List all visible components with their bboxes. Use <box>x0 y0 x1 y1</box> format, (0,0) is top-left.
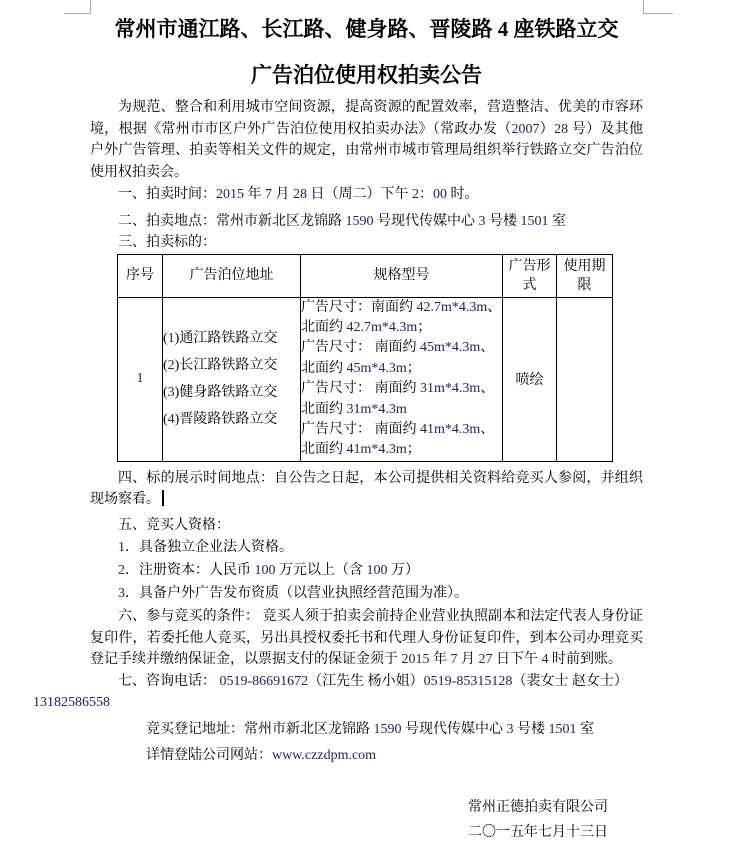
cell-period <box>557 297 613 461</box>
signature-block <box>468 795 643 845</box>
cell-form: 喷绘 <box>503 297 557 461</box>
col-header-serial: 序号 <box>118 254 163 297</box>
spec-line: 广告尺寸： 南面约 41m*4.3m、 <box>301 421 495 437</box>
text-cursor <box>162 490 164 506</box>
auction-subject-heading: 三、拍卖标的： <box>118 235 216 250</box>
margin-crop-mark-top-left-icon <box>64 0 91 14</box>
subjects-table <box>117 254 613 462</box>
qualification-item: 3．具备户外广告发布资质（以营业执照经营范围为准）。 <box>118 586 468 602</box>
website-line: 详情登陆公司网站：www.czzdpm.com <box>146 748 377 764</box>
col-header-form: 广告形式 <box>503 254 557 297</box>
display-info-paragraph <box>90 468 643 511</box>
display-info-text: 四、标的展示时间地点：自公告之日起，本公司提供相关资料给竞买人参阅，并组织现场察看。 <box>90 470 643 508</box>
cell-serial: 1 <box>118 297 163 461</box>
address-line: (3)健身路铁路立交 <box>163 385 278 401</box>
registration-address-line: 竞买登记地址：常州市新北区龙锦路 1590 号现代传媒中心 3 号楼 1501 室 <box>146 721 594 737</box>
signature-company: 常州正德拍卖有限公司 <box>468 799 608 815</box>
col-header-spec: 规格型号 <box>301 254 503 297</box>
auction-venue-line: 二、拍卖地点：常州市新北区龙锦路 1590 号现代传媒中心 3 号楼 1501 室 <box>118 213 566 229</box>
table-header-row <box>118 254 613 297</box>
spec-line: 广告尺寸： 南面约 31m*4.3m、 <box>301 381 495 397</box>
spec-line: 广告尺寸：南面约 42.7m*4.3m、 <box>301 299 502 315</box>
cell-addresses <box>163 297 301 461</box>
spec-line: 北面约 41m*4.3m； <box>301 442 421 458</box>
margin-crop-mark-top-right-icon <box>643 0 673 14</box>
col-header-period: 使用期限 <box>557 254 613 297</box>
qualification-item: 1．具备独立企业法人资格。 <box>118 540 293 556</box>
auction-time-line: 一、拍卖时间：2015 年 7 月 28 日（周二）下午 2：00 时。 <box>118 187 479 202</box>
address-line: (2)长江路铁路立交 <box>163 358 278 374</box>
document-content <box>33 0 644 845</box>
col-header-address: 广告泊位地址 <box>163 254 301 297</box>
doc-title-line2: 广告泊位使用权拍卖公告 <box>251 63 482 87</box>
address-line: (4)晋陵路铁路立交 <box>163 412 278 428</box>
address-line: (1)通江路铁路立交 <box>163 331 278 347</box>
table-row <box>118 297 613 461</box>
spec-line: 北面约 45m*4.3m； <box>301 360 421 376</box>
signature-date: 二〇一五年七月十三日 <box>468 824 608 840</box>
spec-line: 北面约 31m*4.3m <box>301 401 407 417</box>
intro-paragraph: 为规范、整合和利用城市空间资源，提高资源的配置效率，营造整洁、优美的市容环境，根据《常州市市区户外广告泊位使用权拍卖办法》（常政办发（2007）28 号）及其他户外广告管理、拍卖等相关文件的规定，由常州市城市管理局组织举行铁路立交广告泊位使用权拍卖会。 <box>90 100 644 180</box>
contact-phone-extra: 13182586558 <box>33 695 110 711</box>
doc-title-line1: 常州市通江路、长江路、健身路、晋陵路 4 座铁路立交 <box>114 17 619 41</box>
bidder-qualification-heading: 五、竞买人资格： <box>118 517 230 533</box>
spec-line: 广告尺寸： 南面约 45m*4.3m、 <box>301 340 495 356</box>
spec-line: 北面约 42.7m*4.3m； <box>301 319 432 335</box>
contact-phone-line: 七、咨询电话： 0519-86691672（江先生 杨小姐）0519-85315128（裴女士 赵女士） <box>118 673 628 689</box>
qualification-item: 2．注册资本：人民币 100 万元以上（含 100 万） <box>118 563 419 579</box>
bidding-conditions-paragraph: 六、参与竞买的条件： 竞买人须于拍卖会前持企业营业执照副本和法定代表人身份证复印件，若委托他人竞买，另出具授权委托书和代理人身份证复印件，到本公司办理竞买登记手续并缴纳保证金，以票据支付的保证金须于 2015 年 7 月 27 日下午 4 时前到账。 <box>90 609 643 668</box>
cell-specs <box>301 297 503 461</box>
